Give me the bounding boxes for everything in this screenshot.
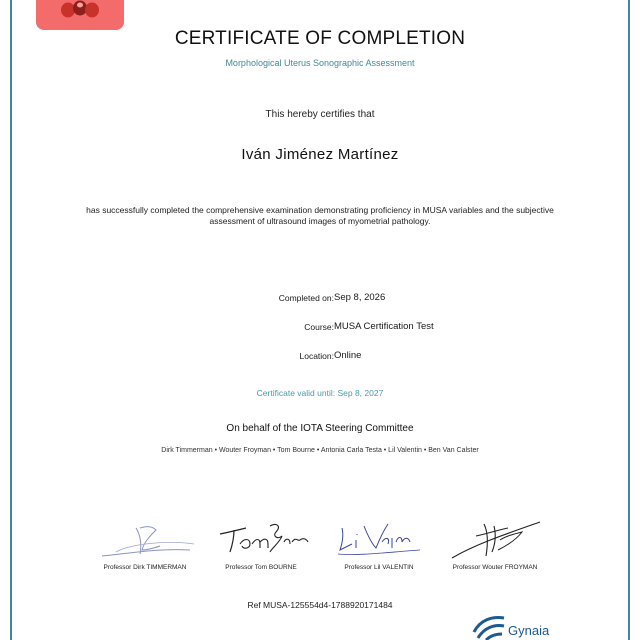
- signature-valentin: [330, 514, 442, 564]
- completed-value: Sep 8, 2026: [334, 292, 386, 303]
- top-logo-badge: [36, 0, 124, 30]
- certificate-title: CERTIFICATE OF COMPLETION: [174, 28, 466, 49]
- location-value: Online: [334, 350, 362, 361]
- frame-border-right: [628, 0, 630, 640]
- uterus-logo-icon: [58, 0, 102, 22]
- signature-bourne: [212, 514, 324, 564]
- signatory-name-froyman: Professor Wouter FROYMAN: [452, 564, 538, 571]
- reference-number: Ref MUSA-125554d4-1788920171484: [247, 600, 393, 610]
- certificate-subtitle: Morphological Uterus Sonographic Assessment: [225, 58, 415, 68]
- signatory-name-valentin: Professor Lil VALENTIN: [344, 564, 414, 571]
- valid-until-text: Certificate valid until: Sep 8, 2027: [256, 388, 384, 398]
- completed-label: Completed on:: [278, 293, 334, 303]
- signatory-name-bourne: Professor Tom BOURNE: [225, 564, 297, 571]
- completion-description: has successfully completed the comprehensive examination demonstrating proficiency in MUSA variables and the subjective assessment of ultrasound images of myometrial pathology.: [86, 205, 554, 226]
- committee-members: Dirk Timmerman • Wouter Froyman • Tom Bourne • Antonia Carla Testa • Lil Valentin • Ben Van Calster: [161, 447, 479, 454]
- location-label: Location:: [299, 351, 334, 361]
- course-value: MUSA Certification Test: [334, 321, 434, 332]
- signatory-name-timmerman: Professor Dirk TIMMERMAN: [103, 564, 187, 571]
- course-row: [0, 321, 640, 335]
- frame-border-left: [10, 0, 12, 640]
- brand-name: Gynaia: [508, 623, 550, 638]
- certifies-text: This hereby certifies that: [265, 109, 375, 120]
- location-row: [0, 350, 640, 364]
- recipient-name: Iván Jiménez Martínez: [241, 146, 399, 163]
- signature-froyman: [446, 514, 558, 564]
- course-label: Course:: [304, 322, 334, 332]
- signature-timmerman: [96, 514, 208, 564]
- completed-row: [0, 292, 640, 306]
- behalf-text: On behalf of the IOTA Steering Committee: [226, 423, 414, 434]
- gynaia-logo-icon: [472, 614, 506, 640]
